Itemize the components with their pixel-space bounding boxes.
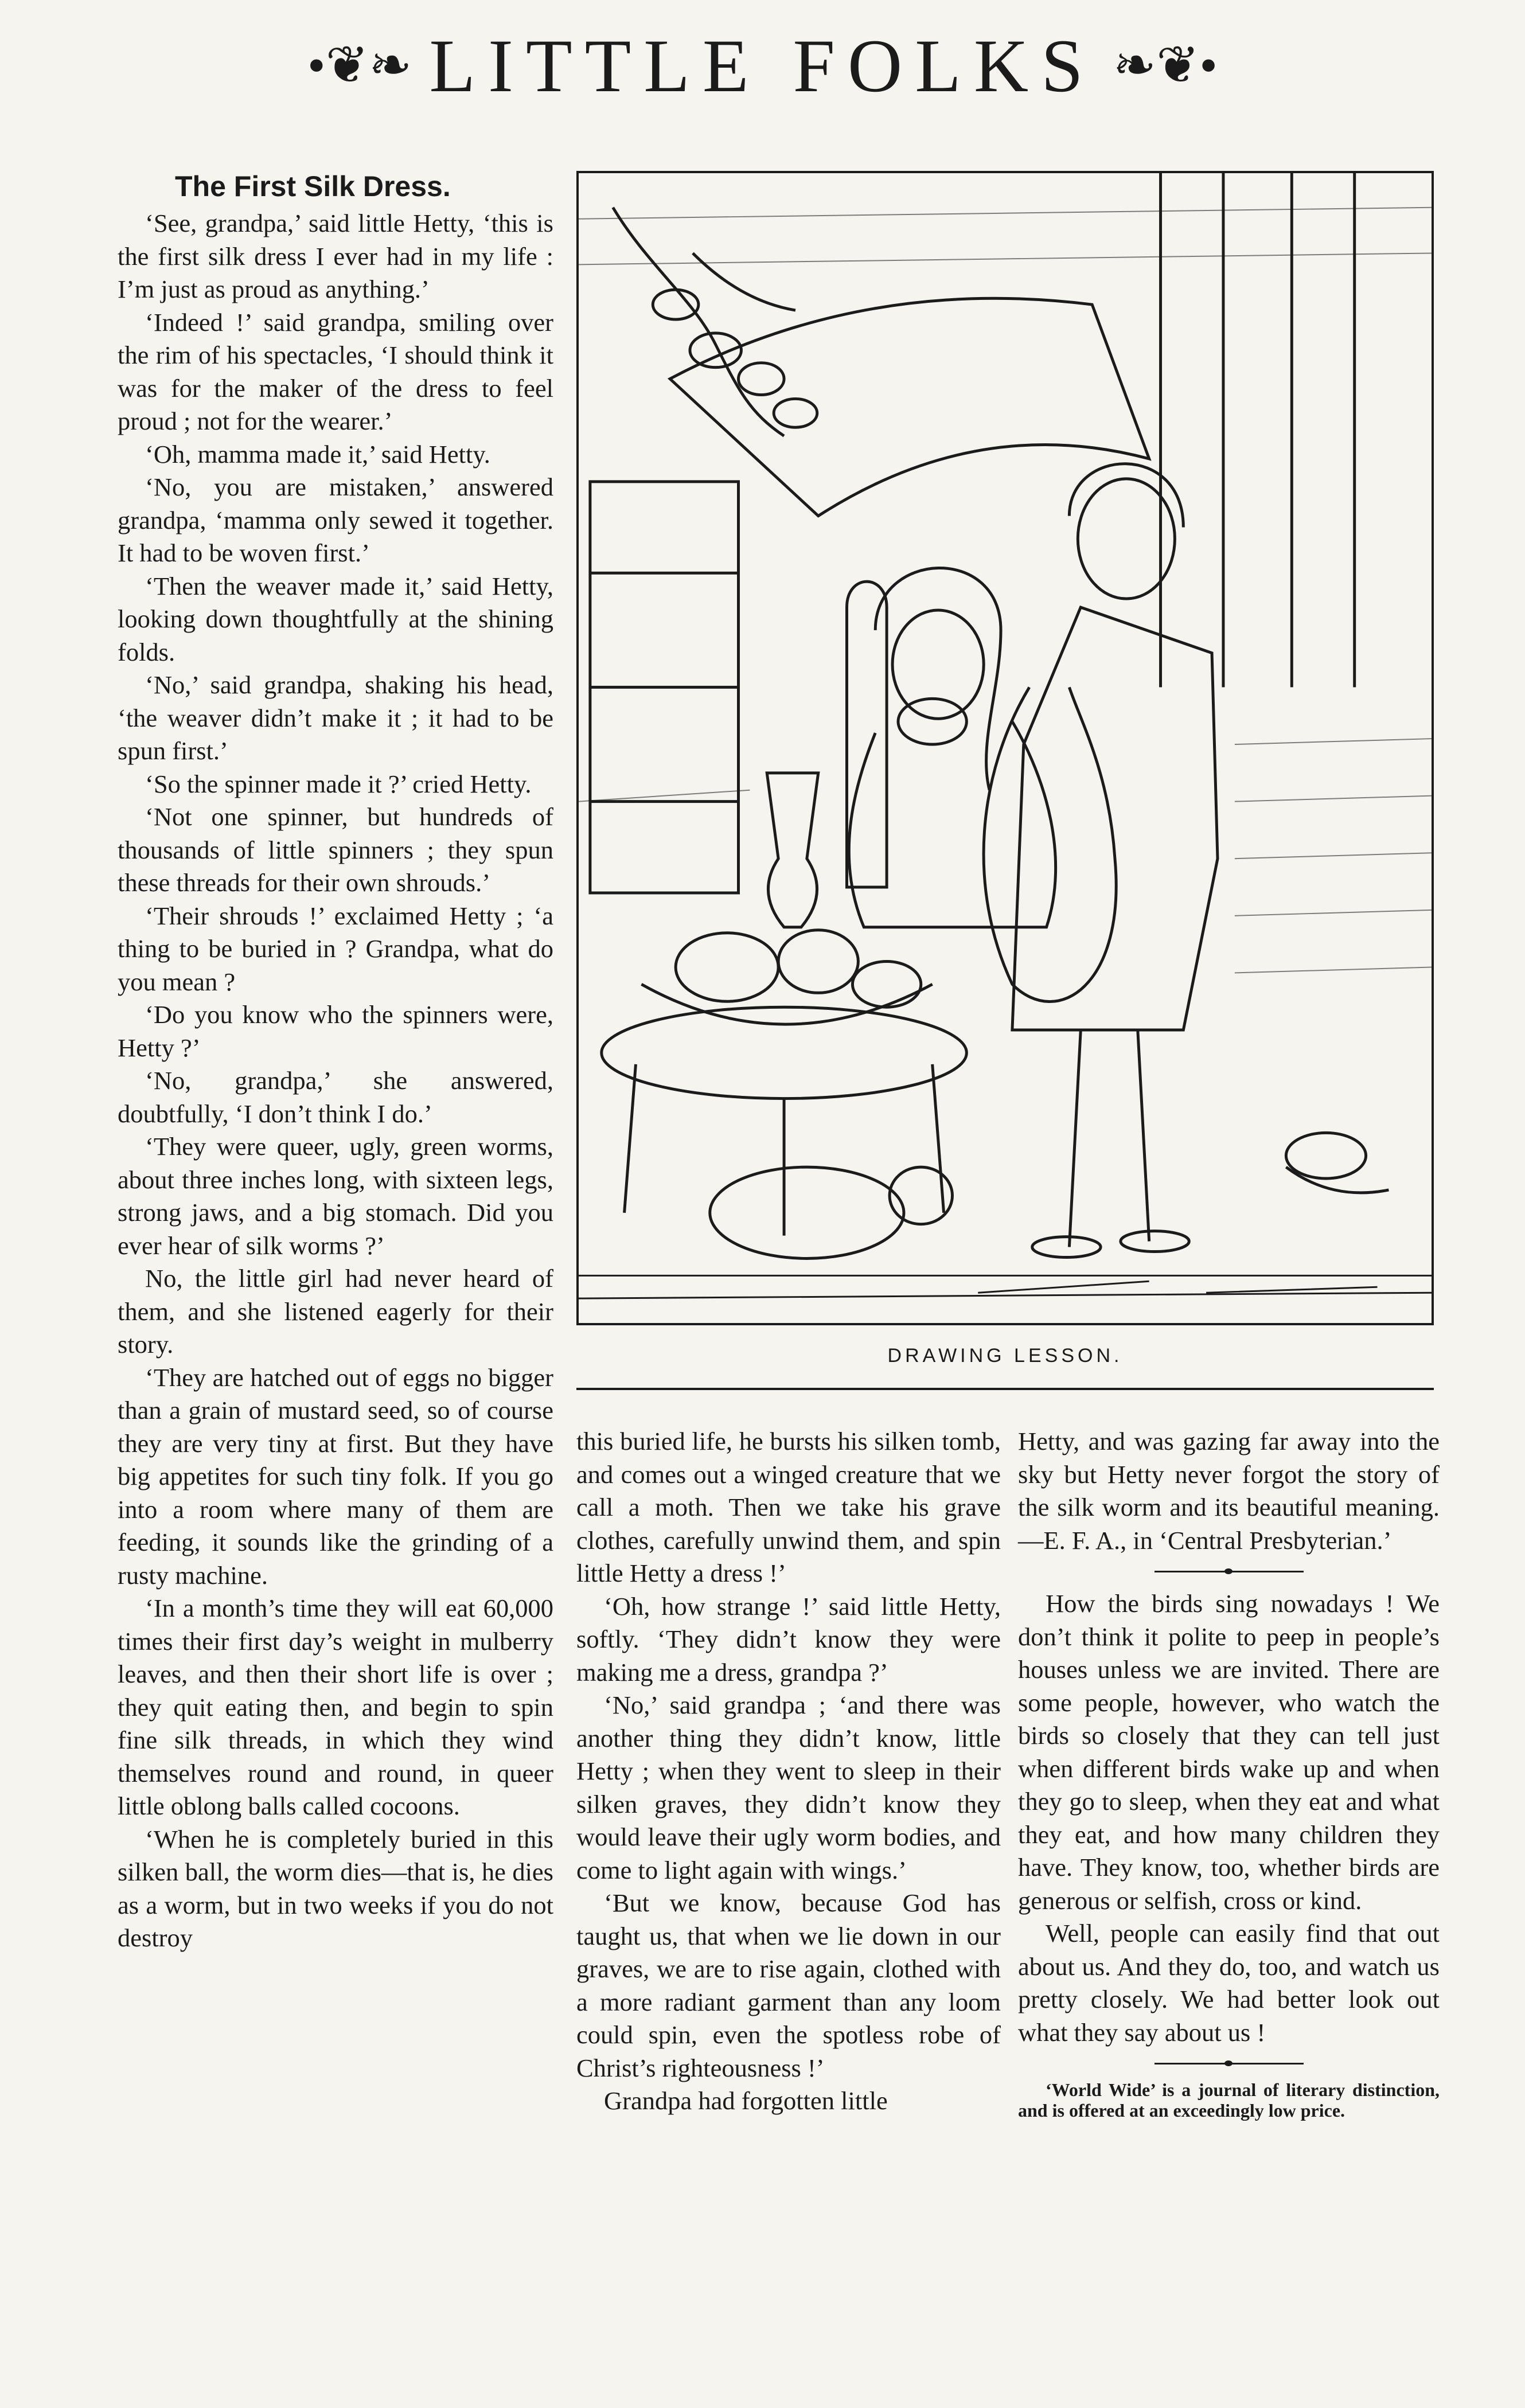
story-paragraph: ‘No, grandpa,’ she answered, doubtfully, ‘I don’t think I do.’ [118,1066,553,1128]
story-paragraph: ‘Not one spinner, but hundreds of thousands of little spinners ; they spun these threads for their own shrouds.’ [118,802,553,897]
section-divider [576,1388,1434,1390]
story-paragraph: Grandpa had forgotten little [604,2086,888,2115]
drawing-lesson-illustration [576,171,1434,1325]
story-paragraph: No, the little girl had never heard of them, and she listened eagerly for their story. [118,1264,553,1359]
story-paragraph: ‘When he is completely buried in this silken ball, the worm dies—that is, he dies as a worm, but in two weeks if you do not destroy [118,1824,553,1952]
birds-paragraph: Well, people can easily find that out about us. And they do, too, and watch us pretty closely. We had better look out what they say about us ! [1018,1919,1440,2047]
illustration-caption: DRAWING LESSON. [887,1345,1123,1367]
story-paragraph: ‘See, grandpa,’ said little Hetty, ‘this is the first silk dress I ever had in my life : I’m just as proud as anything.’ [118,209,553,303]
story-paragraph: ‘In a month’s time they will eat 60,000 times their first day’s weight in mulberry leaves, and then their short life is over ; they quit eating then, and begin to spin fine silk threads, in which they wind themselves round and round, in queer little oblong balls called cocoons. [118,1594,553,1820]
story-paragraph: Hetty, and was gazing far away into the sky but Hetty never forgot the story of the silk worm and its beautiful meaning.—E. F. A., in ‘Central Presbyterian.’ [1018,1427,1440,1555]
story-paragraph: ‘They were queer, ugly, green worms, about three inches long, with sixteen legs, strong jaws, and a big stomach. Did you ever hear of silk worms ?’ [118,1132,553,1260]
story-paragraph: ‘No,’ said grandpa ; ‘and there was another thing they didn’t know, little Hetty ; when they went to sleep in their silken graves, they didn’t know they would leave their ugly worm bodies, and come to light again with wings.’ [576,1691,1001,1884]
footnote: ‘World Wide’ is a journal of literary distinction, and is offered at an exceedingly low price. [1018,2079,1440,2121]
story-paragraph: ‘Indeed !’ said grandpa, smiling over the rim of his spectacles, ‘I should think it was for the maker of the dress to feel proud ; not for the wearer.’ [118,307,553,435]
engraving-picture [579,173,1432,1323]
story-column-1 [118,169,553,1955]
birds-paragraph: How the birds sing nowadays ! We don’t think it polite to peep in people’s houses unless we are invited. There are some people, however, who watch the birds so closely that they can tell just when different birds wake up and when they go to sleep, when they eat and what they eat, and how many children they have. They know, too, whether birds are generous or selfish, cross or kind. [1018,1589,1440,1915]
story-paragraph: ‘They are hatched out of eggs no bigger than a grain of mustard seed, so of course they are very tiny at first. But they have big appetites for such tiny folk. If you go into a room where many of them are feeding, it sounds like the grinding of a rusty machine. [118,1363,553,1590]
story-column-2 [576,1425,1001,2118]
section-divider [1155,2063,1304,2064]
section-divider [1155,1571,1304,1572]
story-paragraph: ‘Then the weaver made it,’ said Hetty, looking down thoughtfully at the shining folds. [118,571,553,666]
ornament-left: •❦❧ [307,37,412,94]
story-paragraph: ‘So the spinner made it ?’ cried Hetty. [145,769,532,798]
story-paragraph: ‘But we know, because God has taught us, that when we lie down in our graves, we are to rise again, clothed with a more radiant garment than any loom could spin, even the spotless robe of Christ’s righteousness !’ [576,1888,1001,2082]
ornament-right: ❧❦• [1113,37,1218,94]
story-paragraph: ‘Their shrouds !’ exclaimed Hetty ; ‘a thing to be buried in ? Grandpa, what do you mean ? [118,901,553,996]
story-paragraph: ‘No,’ said grandpa, shaking his head, ‘the weaver didn’t make it ; it had to be spun first.’ [118,670,553,765]
story-paragraph: ‘Oh, how strange !’ said little Hetty, softly. ‘They didn’t know they were making me a dress, grandpa ?’ [576,1591,1001,1687]
story-paragraph: this buried life, he bursts his silken tomb, and comes out a winged creature that we call a moth. Then we take his grave clothes, carefully unwind them, and spin little Hetty a dress !’ [576,1427,1001,1587]
story-paragraph: ‘No, you are mistaken,’ answered grandpa, ‘mamma only sewed it together. It had to be woven first.’ [118,473,553,567]
story-column-3 [1018,1425,1440,2121]
masthead-title: LITTLE FOLKS [429,24,1096,108]
story-paragraph: ‘Do you know who the spinners were, Hetty ?’ [118,1000,553,1062]
page-header [0,23,1525,109]
story-paragraph: ‘Oh, mamma made it,’ said Hetty. [145,439,490,469]
story-title: The First Silk Dress. [175,170,451,202]
